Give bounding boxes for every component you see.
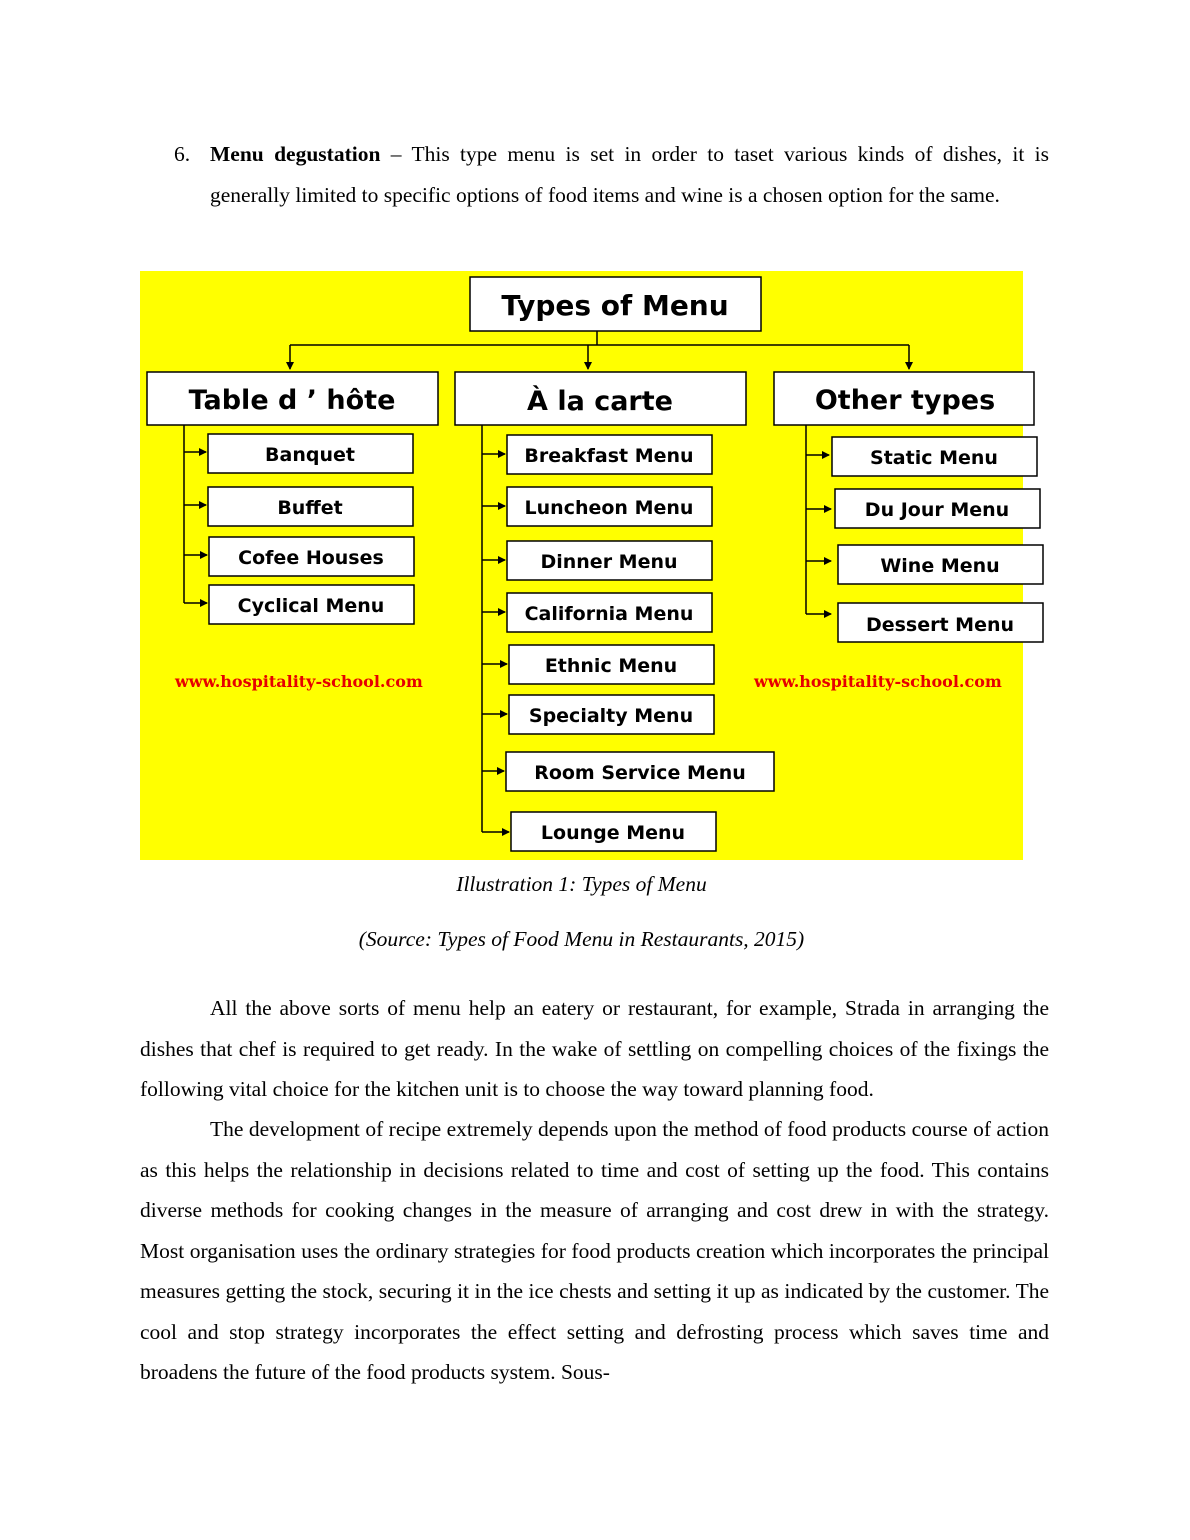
menu-label-cofee-houses: Cofee Houses	[238, 547, 384, 569]
category-label-other-types: Other types	[814, 385, 996, 416]
menu-label-lounge: Lounge Menu	[540, 822, 686, 844]
body-paragraph-1: All the above sorts of menu help an eatery or restaurant, for example, Strada in arranging the dishes that chef is required to get ready. In the wake of settling on compelling choices of the fixings the following vital choice for the kitchen unit is to choose the way toward planning food.	[140, 996, 1049, 1101]
menu-label-banquet: Banquet	[265, 444, 355, 466]
menu-label-luncheon: Luncheon Menu	[524, 497, 694, 519]
menu-label-static: Static Menu	[870, 447, 998, 469]
menu-label-breakfast: Breakfast Menu	[524, 445, 694, 467]
watermark-right: www.hospitality-school.com	[754, 672, 1002, 691]
category-label-table-d-hote: Table d ’ hôte	[188, 385, 396, 416]
menu-label-california: California Menu	[524, 603, 694, 625]
figure-source: (Source: Types of Food Menu in Restaurants, 2015)	[358, 927, 805, 951]
menu-label-cyclical-menu: Cyclical Menu	[237, 595, 385, 617]
list-term: Menu degustation	[210, 142, 381, 166]
figure-caption: Illustration 1: Types of Menu	[456, 872, 707, 896]
list-text	[210, 134, 1049, 215]
menu-label-du-jour: Du Jour Menu	[864, 499, 1010, 521]
root-title: Types of Menu	[501, 289, 729, 322]
menu-label-wine: Wine Menu	[880, 555, 1000, 577]
category-label-a-la-carte: À la carte	[527, 386, 673, 417]
menu-label-room-service: Room Service Menu	[534, 762, 746, 784]
body-paragraph-2: The development of recipe extremely depends upon the method of food products course of action as this helps the relationship in decisions related to time and cost of setting up the food. This contains diverse methods for cooking changes in the measure of arranging and cost drew in with the strategy. Most organisation uses the ordinary strategies for food products creation which incorporates the principal measures getting the stock, securing it in the ice chests and setting it up as indicated by the customer. The cool and stop strategy incorporates the effect setting and defrosting process which saves time and broadens the future of the food products system. Sous-	[140, 1117, 1049, 1384]
watermark-left: www.hospitality-school.com	[175, 672, 423, 691]
types-of-menu-diagram	[140, 271, 1023, 860]
menu-label-dinner: Dinner Menu	[540, 551, 678, 573]
menu-label-ethnic: Ethnic Menu	[544, 655, 678, 677]
list-item-menu-degustation	[140, 134, 1049, 215]
menu-label-dessert: Dessert Menu	[865, 614, 1015, 636]
menu-label-buffet: Buffet	[277, 497, 343, 519]
menu-label-specialty: Specialty Menu	[528, 705, 694, 727]
figure-source-clip	[140, 926, 1023, 951]
list-number: 6.	[174, 142, 191, 166]
list-description: – This type menu is set in order to taset various kinds of dishes, it is generally limited to specific options of food items and wine is a chosen option for the same.	[210, 142, 1049, 207]
